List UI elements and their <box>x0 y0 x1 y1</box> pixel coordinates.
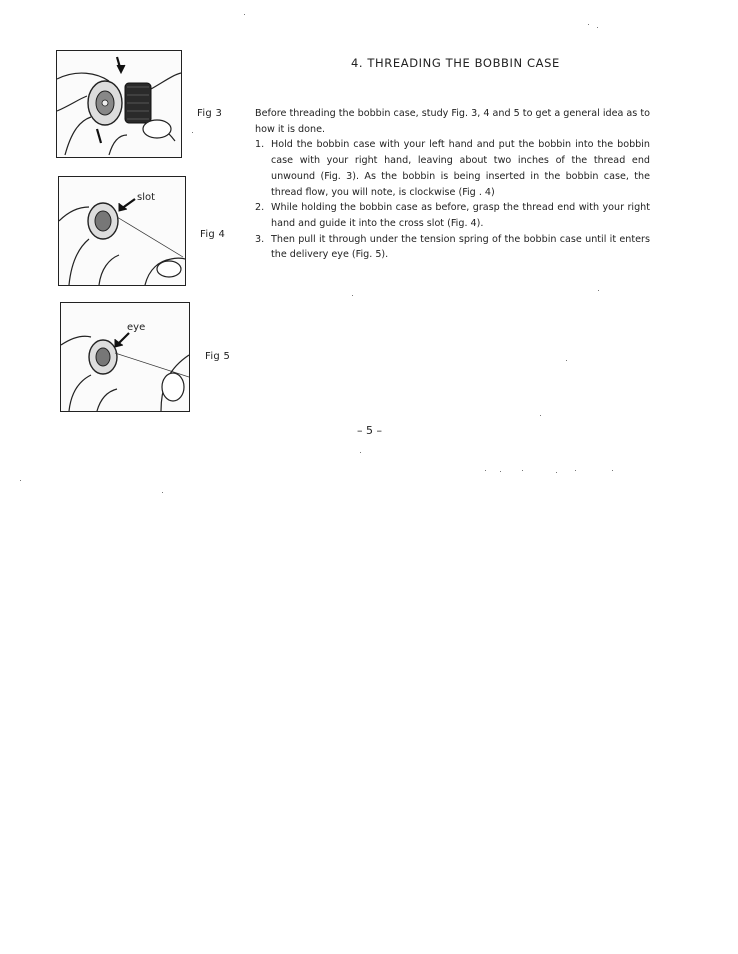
scan-speck <box>485 470 486 471</box>
fig-5-illustration <box>60 302 190 412</box>
hands-holding-bobbin-case-image <box>57 51 181 157</box>
scan-speck <box>588 24 589 25</box>
scan-speck <box>612 470 613 471</box>
scan-speck <box>597 27 598 28</box>
scan-speck <box>360 452 361 453</box>
step-text: Hold the bobbin case with your left hand and put the bobbin into the bobbin case with your right hand, leaving about two inches of the thread end unwound (Fig. 3). As the bobbin is being inserted in the bobbin case, the thread flow, you will note, is clockwise (Fig . 4) <box>271 139 650 198</box>
scan-speck <box>556 472 557 473</box>
scan-speck <box>500 471 501 472</box>
eye-callout: eye <box>127 322 146 333</box>
list-item <box>255 232 650 263</box>
fig-4-illustration <box>58 176 186 286</box>
scan-speck <box>575 470 576 471</box>
fig-5-label: Fig 5 <box>205 351 231 362</box>
steps-list <box>255 137 650 263</box>
scan-speck <box>566 360 567 361</box>
scan-speck <box>192 132 193 133</box>
list-item <box>255 137 650 200</box>
scan-speck <box>352 295 353 296</box>
scan-speck <box>598 290 599 291</box>
intro-paragraph: Before threading the bobbin case, study Fig. 3, 4 and 5 to get a general idea as to how it is done. <box>255 108 650 135</box>
scan-speck <box>20 480 21 481</box>
step-number: 3. <box>255 233 265 245</box>
fig-3-illustration <box>56 50 182 158</box>
scan-speck <box>522 470 523 471</box>
thread-into-slot-image <box>59 177 185 285</box>
fig-4-label: Fig 4 <box>200 229 226 240</box>
scan-speck <box>540 415 541 416</box>
slot-callout: slot <box>137 192 156 203</box>
step-number: 2. <box>255 202 265 214</box>
fig-3-label: Fig 3 <box>197 108 223 119</box>
scan-speck <box>162 492 163 493</box>
page-number: – 5 – <box>357 424 382 437</box>
section-title: 4. THREADING THE BOBBIN CASE <box>351 56 560 70</box>
list-item <box>255 200 650 231</box>
instructions-body <box>255 106 650 263</box>
scan-speck <box>244 14 245 15</box>
step-number: 1. <box>255 139 265 151</box>
thread-into-eye-image <box>61 303 189 411</box>
step-text: Then pull it through under the tension spring of the bobbin case until it enters the delivery eye (Fig. 5). <box>271 233 650 261</box>
step-text: While holding the bobbin case as before, grasp the thread end with your right hand and guide it into the cross slot (Fig. 4). <box>271 202 650 229</box>
